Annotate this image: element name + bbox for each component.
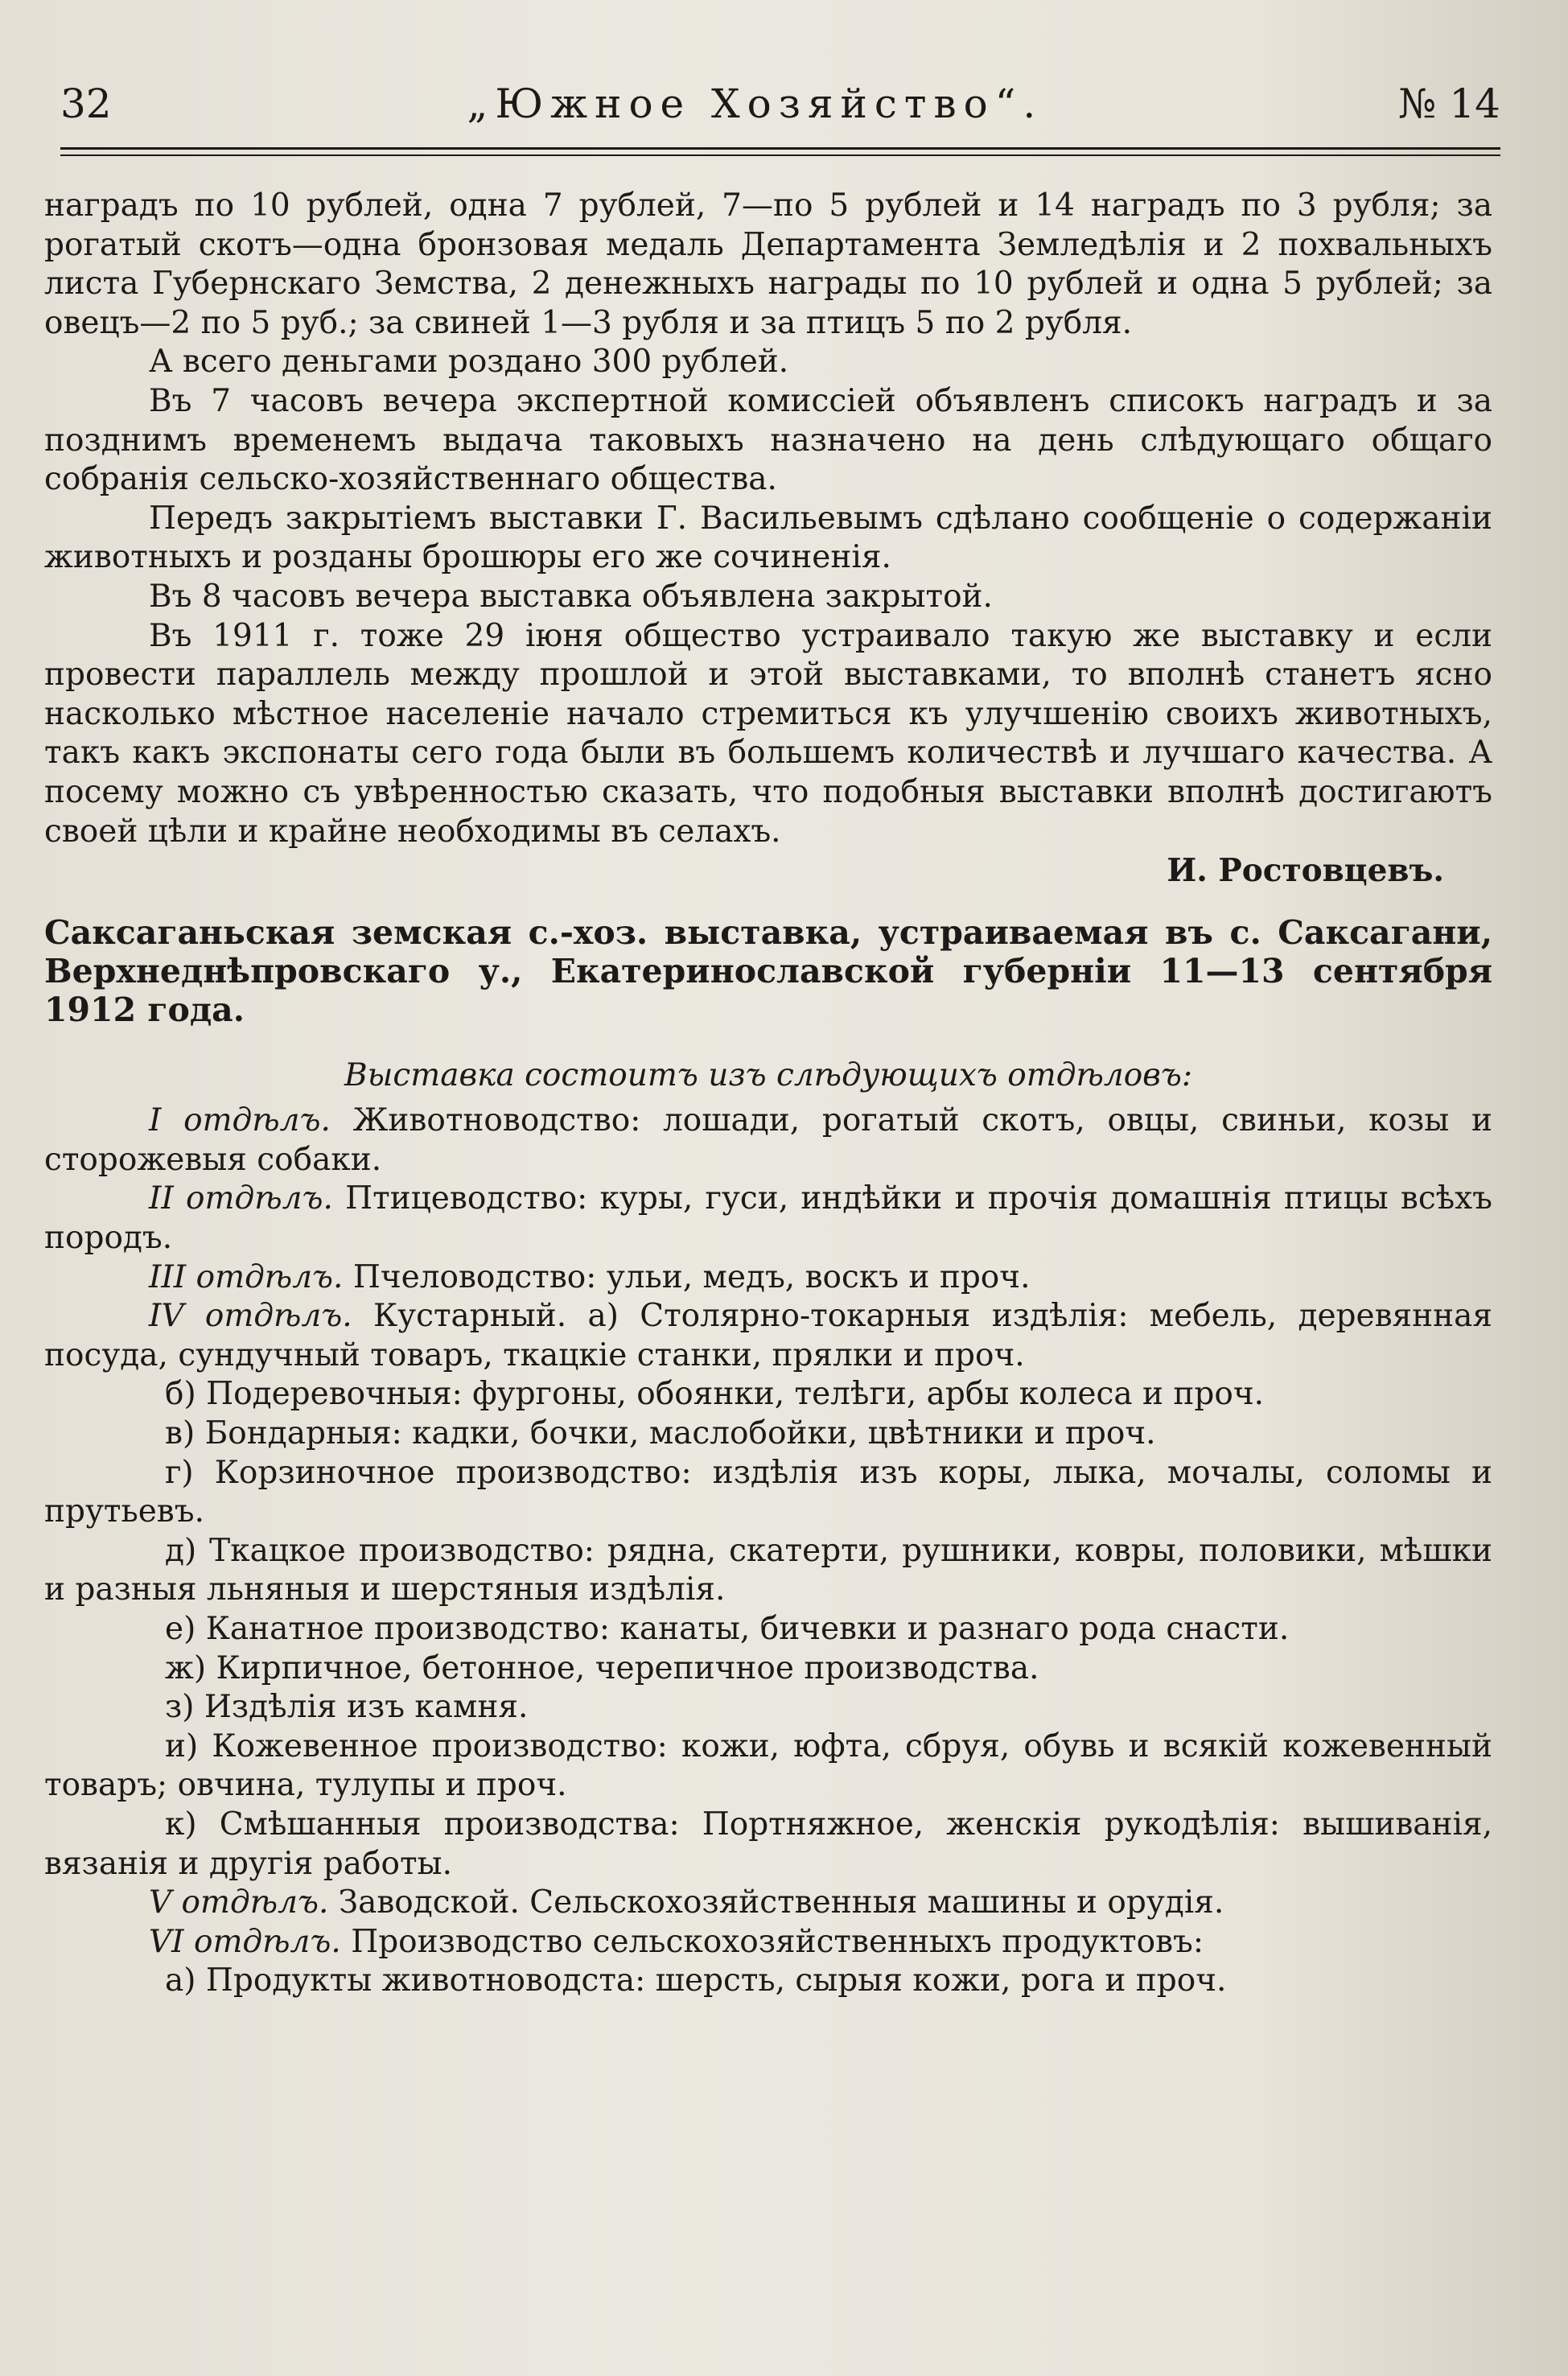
list-item: III отдѣлъ. Пчеловодство: ульи, медъ, воскъ и проч. (149, 1258, 1031, 1295)
article-exhibition-report (44, 187, 1492, 891)
department-label: V отдѣлъ. (149, 1884, 329, 1921)
paragraph: Въ 7 часовъ вечера экспертной комиссіей объявленъ списокъ наградъ и за позднимъ временемъ выдача таковыхъ назначено на день слѣдующаго общаго собранія сельско-хозяйственнаго общества. (44, 382, 1492, 498)
department-label: VI отдѣлъ. (149, 1923, 341, 1960)
article-saksagan-exhibition (44, 913, 1492, 2001)
department-label: III отдѣлъ. (149, 1258, 344, 1295)
list-item: II отдѣлъ. Птицеводство: куры, гуси, индѣйки и прочія домашнія птицы всѣхъ породъ. (44, 1180, 1492, 1257)
paragraph: Передъ закрытіемъ выставки Г. Васильевымъ сдѣлано сообщеніе о содержаніи животныхъ и розданы брошюры его же сочиненія. (44, 500, 1492, 576)
article-title: Саксаганьская земская с.-хоз. выставка, устраиваемая въ с. Саксагани, Верхнеднѣпровскаго у., Екатеринославской губерніи 11—13 сентября 1912 года. (44, 912, 1492, 1029)
list-item: в) Бондарныя: кадки, бочки, маслобойки, цвѣтники и проч. (165, 1415, 1156, 1452)
author-signature: И. Ростовцевъ. (1167, 852, 1444, 890)
header-rule-thin (60, 154, 1500, 156)
page-number: 32 (60, 80, 112, 127)
header-rule (60, 147, 1500, 150)
paragraph: Въ 1911 г. тоже 29 іюня общество устраивало такую же выставку и если провести параллель между прошлой и этой выставками, то вполнѣ станетъ ясно насколько мѣстное населеніе начало стремиться къ улучшенію своихъ животныхъ, такъ какъ экспонаты сего года были въ большемъ количествѣ и лучшаго качества. А посему можно съ увѣренностью сказать, что подобныя выставки вполнѣ достигаютъ своей цѣли и крайне необходимы въ селахъ. (44, 617, 1492, 850)
list-item: V отдѣлъ. Заводской. Сельскохозяйственныя машины и орудія. (149, 1884, 1224, 1921)
list-item: з) Издѣлія изъ камня. (165, 1689, 529, 1726)
list-item: б) Подеревочныя: фургоны, обоянки, телѣги, арбы колеса и проч. (165, 1376, 1265, 1413)
department-label: I отдѣлъ. (149, 1102, 331, 1139)
issue-number: № 14 (1398, 80, 1500, 127)
list-item: е) Канатное производство: канаты, бичевки и разнаго рода снасти. (165, 1611, 1290, 1647)
journal-title: „Южное Хозяйство“. (467, 80, 1043, 127)
list-item: г) Корзиночное производство: издѣлія изъ коры, лыка, мочалы, соломы и прутьевъ. (44, 1454, 1492, 1530)
running-header (60, 80, 1500, 145)
paragraph: наградъ по 10 рублей, одна 7 рублей, 7—по 5 рублей и 14 наградъ по 3 рубля; за рогатый скотъ—одна бронзовая медаль Департамента Земледѣлія и 2 похвальныхъ листа Губернскаго Земства, 2 денежныхъ награды по 10 рублей и одна 5 рублей; за овецъ—2 по 5 руб.; за свиней 1—3 рубля и за птицъ 5 по 2 рубля. (44, 187, 1492, 341)
department-label: IV отдѣлъ. (149, 1298, 352, 1335)
paragraph: Въ 8 часовъ вечера выставка объявлена закрытой. (149, 578, 993, 615)
list-item: и) Кожевенное производство: кожи, юфта, сбруя, обувь и всякій кожевенный товаръ; овчина, тулупы и проч. (44, 1727, 1492, 1804)
list-item: VI отдѣлъ. Производство сельскохозяйственныхъ продуктовъ: (149, 1923, 1204, 1960)
page-body (44, 187, 1492, 2001)
section-intro: Выставка состоитъ изъ слѣдующихъ отдѣловъ: (344, 1056, 1193, 1093)
list-item: I отдѣлъ. Животноводство: лошади, рогатый скотъ, овцы, свиньи, козы и сторожевыя собаки. (44, 1102, 1492, 1178)
list-item: д) Ткацкое производство: рядна, скатерти, рушники, ковры, половики, мѣшки и разныя льняныя и шерстяныя издѣлія. (44, 1532, 1492, 1608)
paragraph: А всего деньгами роздано 300 рублей. (149, 344, 789, 381)
list-item: ж) Кирпичное, бетонное, черепичное производства. (165, 1649, 1039, 1686)
department-label: II отдѣлъ. (149, 1180, 333, 1217)
list-item: а) Продукты животноводста: шерсть, сырыя кожи, рога и проч. (165, 1962, 1227, 1999)
list-item: IV отдѣлъ. Кустарный. а) Столярно-токарныя издѣлія: мебель, деревянная посуда, сундучный товаръ, ткацкіе станки, прялки и проч. (44, 1298, 1492, 1373)
list-item: к) Смѣшанныя производства: Портняжное, женскія рукодѣлія: вышиванія, вязанія и другія работы. (44, 1806, 1492, 1882)
